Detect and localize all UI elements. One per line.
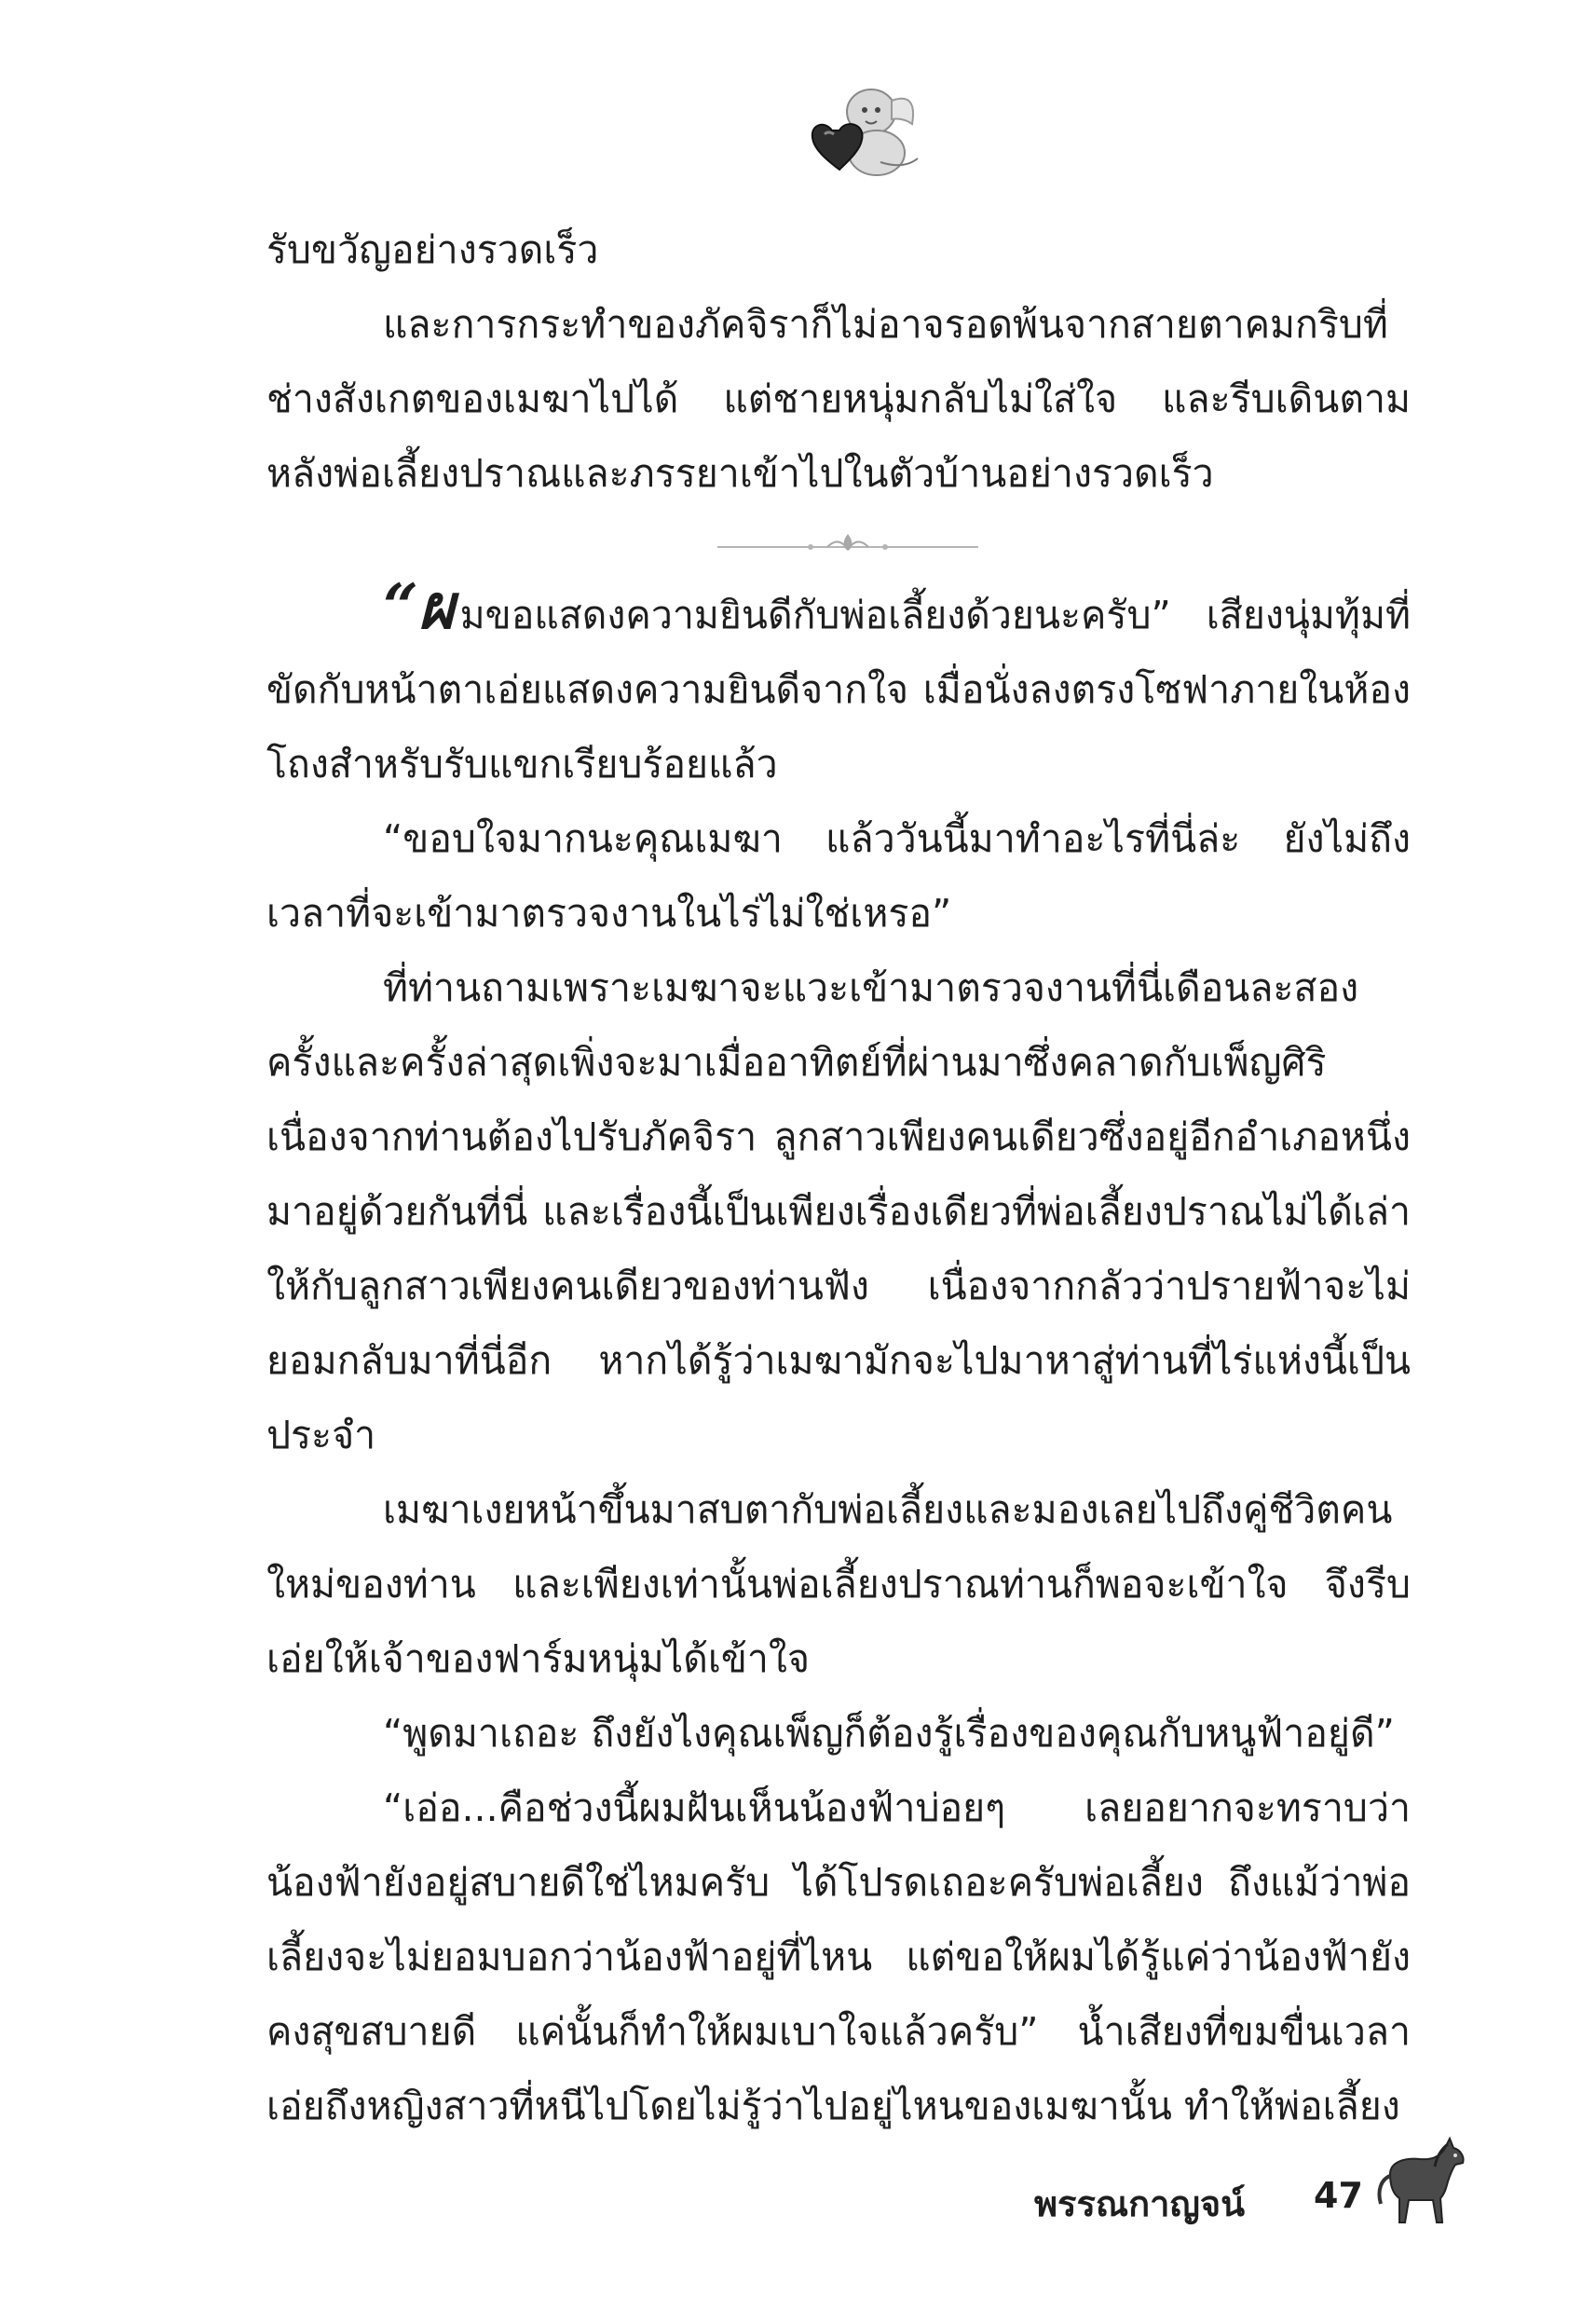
paragraph: “ขอบใจมากนะคุณเมฆา แล้ววันนี้มาทำอะไรที่นี่ล่ะ ยังไม่ถึงเวลาที่จะเข้ามาตรวจงานในไร่ไม่ใช่เหรอ”: [266, 816, 1411, 936]
paragraph: เมฆาเงยหน้าขึ้นมาสบตากับพ่อเลี้ยงและมองเลยไปถึงคู่ชีวิตคนใหม่ของท่าน และเพียงเท่านั้นพ่อเลี้ยงปราณท่านก็พอจะเข้าใจ จึงรีบเอ่ยให้เจ้าของฟาร์มหนุ่มได้เข้าใจ: [266, 1487, 1411, 1681]
text-block-main: [266, 570, 1411, 2143]
paragraph: และการกระทำของภัคจิราก็ไม่อาจรอดพ้นจากสายตาคมกริบที่ช่างสังเกตของเมฆาไปได้ แต่ชายหนุ่มกลับไม่ใส่ใจ และรีบเดินตามหลังพ่อเลี้ยงปราณและภรรยาเข้าไปในตัวบ้านอย่างรวดเร็ว: [266, 302, 1411, 496]
paragraph-continuation: รับขวัญอย่างรวดเร็ว: [266, 227, 599, 272]
paragraph: “พูดมาเถอะ ถึงยังไงคุณเพ็ญก็ต้องรู้เรื่องของคุณกับหนูฟ้าอยู่ดี”: [383, 1711, 1395, 1756]
paragraph: “เอ่อ...คือช่วงนี้ผมฝันเห็นน้องฟ้าบ่อยๆ เลยอยากจะทราบว่าน้องฟ้ายังอยู่สบายดีใช่ไหมครับ ได้โปรดเถอะครับพ่อเลี้ยง ถึงแม้ว่าพ่อเลี้ยงจะไม่ยอมบอกว่าน้องฟ้าอยู่ที่ไหน แต่ขอให้ผมได้รู้แค่ว่าน้องฟ้ายังคงสุขสบายดี แค่นั้นก็ทำให้ผมเบาใจแล้วครับ” น้ำเสียงที่ขมขื่นเวลาเอ่ยถึงหญิงสาวที่หนีไปโดยไม่รู้ว่าไปอยู่ไหนของเมฆานั้น ทำให้พ่อเลี้ยง: [266, 1785, 1411, 2128]
cherub-holding-heart-icon: [787, 73, 927, 185]
horse-icon: [1370, 2129, 1472, 2232]
book-title: พรรณกาญจน์: [1034, 2183, 1246, 2224]
floral-divider-icon: [708, 526, 988, 564]
drop-cap: “ผ: [383, 570, 455, 643]
paragraph-lead-text: มขอแสดงความยินดีกับพ่อเลี้ยงด้วยนะครับ” เสียงนุ่มทุ้มที่ขัดกับหน้าตาเอ่ยแสดงความยินดีจากใจ เมื่อนั่งลงตรงโซฟาภายในห้องโถงสำหรับรับแขกเรียบร้อยแล้ว: [266, 593, 1411, 786]
paragraph-lead: [266, 570, 1411, 801]
page-number: 47: [1314, 2175, 1363, 2216]
paragraph: ที่ท่านถามเพราะเมฆาจะแวะเข้ามาตรวจงานที่นี่เดือนละสองครั้งและครั้งล่าสุดเพิ่งจะมาเมื่ออาทิตย์ที่ผ่านมาซึ่งคลาดกับเพ็ญศิริ เนื่องจากท่านต้องไปรับภัคจิรา ลูกสาวเพียงคนเดียวซึ่งอยู่อีกอำเภอหนึ่งมาอยู่ด้วยกันที่นี่ และเรื่องนี้เป็นเพียงเรื่องเดียวที่พ่อเลี้ยงปราณไม่ได้เล่าให้กับลูกสาวเพียงคนเดียวของท่านฟัง เนื่องจากกลัวว่าปรายฟ้าจะไม่ยอมกลับมาที่นี่อีก หากได้รู้ว่าเมฆามักจะไปมาหาสู่ท่านที่ไร่แห่งนี้เป็นประจำ: [266, 965, 1411, 1457]
text-block-top: [266, 212, 1411, 511]
